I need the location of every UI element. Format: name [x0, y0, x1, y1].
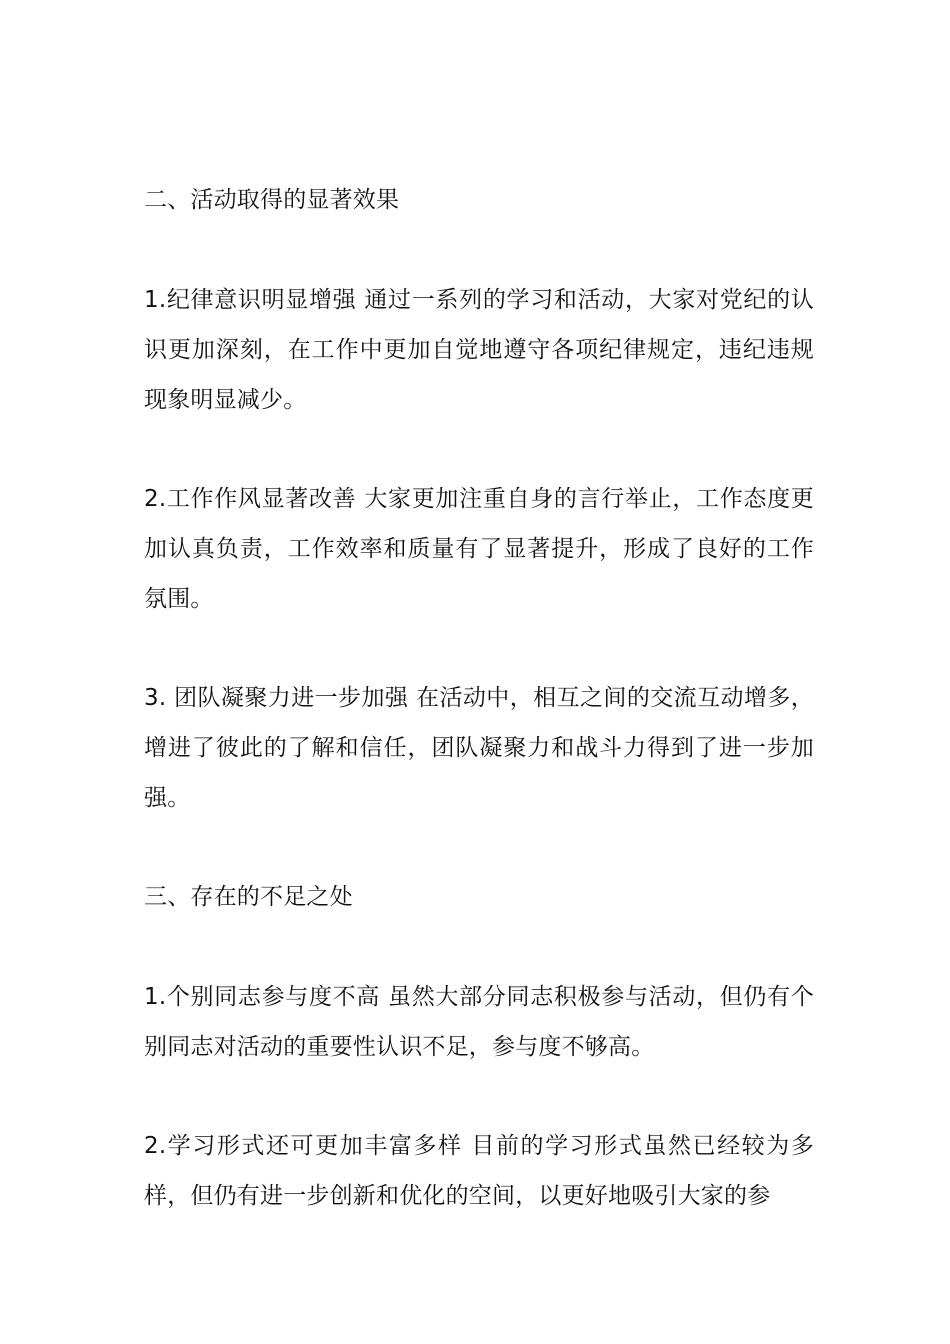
paragraph-discipline: 1.纪律意识明显增强 通过一系列的学习和活动，大家对党纪的认识更加深刻，在工作中更加自觉地遵守各项纪律规定，违纪违规现象明显减少。 [144, 287, 814, 413]
paragraph-learning-forms: 2.学习形式还可更加丰富多样 目前的学习形式虽然已经较为多样，但仍有进一步创新和优化的空间，以更好地吸引大家的参 [144, 1133, 814, 1209]
section-heading-shortcomings: 三、存在的不足之处 [144, 884, 353, 910]
paragraph-team-cohesion: 3. 团队凝聚力进一步加强 在活动中，相互之间的交流互动增多，增进了彼此的了解和信任，团队凝聚力和战斗力得到了进一步加强。 [144, 685, 814, 811]
paragraph-participation: 1.个别同志参与度不高 虽然大部分同志积极参与活动，但仍有个别同志对活动的重要性认识不足，参与度不够高。 [144, 984, 814, 1060]
section-heading-effects: 二、活动取得的显著效果 [144, 187, 400, 213]
paragraph-work-style: 2.工作作风显著改善 大家更加注重自身的言行举止，工作态度更加认真负责，工作效率和质量有了显著提升，形成了良好的工作氛围。 [144, 486, 814, 612]
